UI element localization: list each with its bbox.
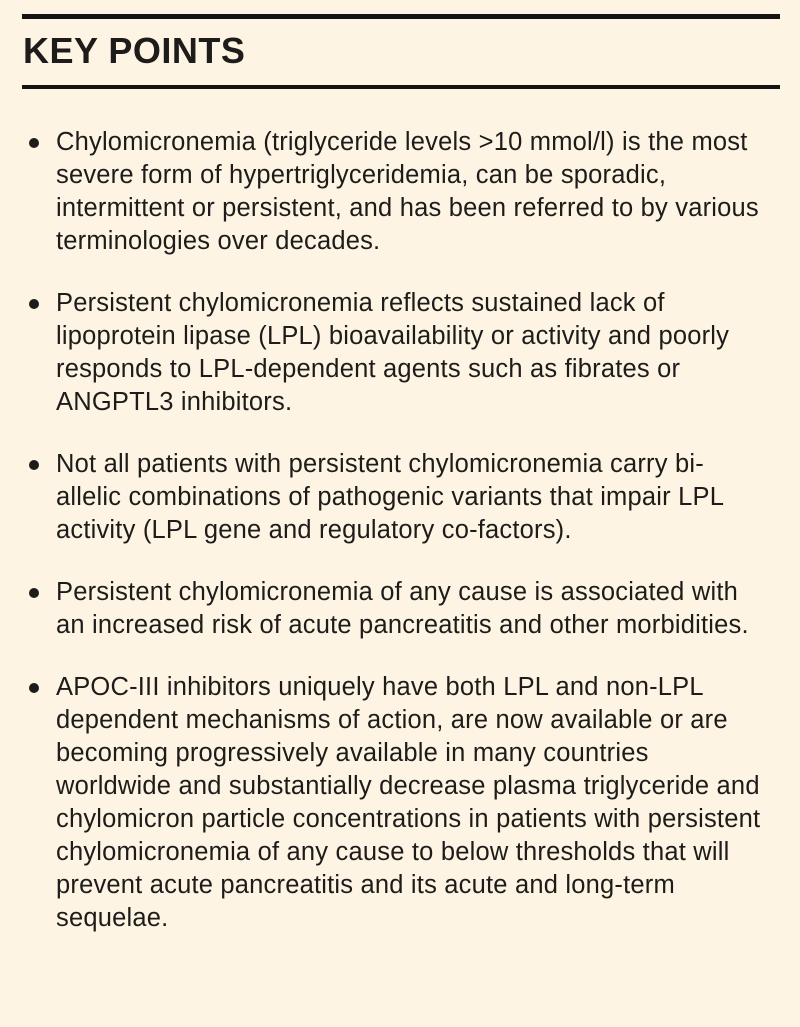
top-rule [22, 14, 780, 19]
key-point-item: Not all patients with persistent chylomicronemia carry bi-allelic combinations of pathogenic variants that impair LPL activity (LPL gene and regulatory co-factors). [22, 448, 780, 547]
key-point-item: Persistent chylomicronemia reflects sustained lack of lipoprotein lipase (LPL) bioavailability or activity and poorly responds to LPL-dependent agents such as fibrates or ANGPTL3 inhibitors. [22, 287, 780, 419]
under-title-rule [22, 85, 780, 89]
key-points-list [22, 126, 780, 935]
key-point-item: APOC-III inhibitors uniquely have both LPL and non-LPL dependent mechanisms of action, are now available or are becoming progressively available in many countries worldwide and substantially decrease plasma triglyceride and chylomicron particle concentrations in patients with persistent chylomicronemia of any cause to below thresholds that will prevent acute pancreatitis and its acute and long-term sequelae. [22, 671, 780, 935]
key-point-item: Chylomicronemia (triglyceride levels >10 mmol/l) is the most severe form of hypertriglyceridemia, can be sporadic, intermittent or persistent, and has been referred to by various terminologies over decades. [22, 126, 780, 258]
panel-title: KEY POINTS [23, 30, 246, 71]
key-point-item: Persistent chylomicronemia of any cause is associated with an increased risk of acute pancreatitis and other morbidities. [22, 576, 780, 642]
